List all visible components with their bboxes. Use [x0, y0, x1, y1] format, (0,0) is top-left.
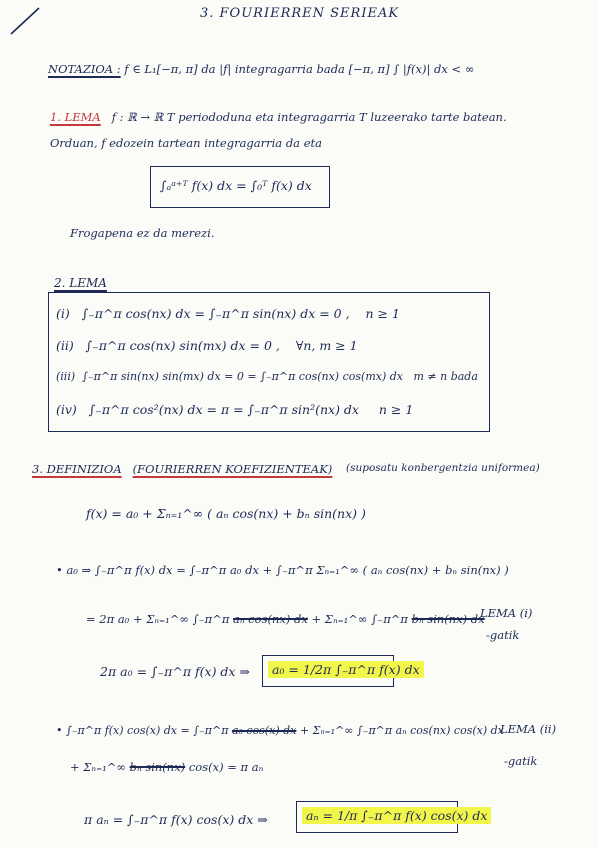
- a0-lema-ref-suffix: -gatik: [486, 628, 520, 642]
- lema2-item-cond: n ≥ 1: [378, 402, 414, 417]
- lema1-label: 1. LEMA: [50, 110, 101, 124]
- lema2-item-cond: n ≥ 1: [365, 306, 400, 321]
- a0-derivation-line1: • a₀ ⇒ ∫₋π^π f(x) dx = ∫₋π^π a₀ dx + ∫₋π^π Σₙ₌₁^∞ ( aₙ cos(nx) + bₙ sin(nx) ): [56, 563, 509, 577]
- def3-header: [32, 462, 332, 476]
- def3-note: (suposatu konbergentzia uniformea): [346, 462, 540, 474]
- lema1-formula: ∫ₐᵃ⁺ᵀ f(x) dx = ∫₀ᵀ f(x) dx: [160, 178, 312, 193]
- an-derivation-line2: [70, 760, 263, 774]
- lema1-line1: [50, 110, 507, 124]
- an-result-highlight: aₙ = 1/π ∫₋π^π f(x) cos(x) dx: [302, 807, 491, 824]
- lema2-item-num: (i): [56, 306, 70, 321]
- lema2-item-num: (ii): [56, 338, 74, 353]
- a0-line2-cancelled-1: aₙ cos(nx) dx: [233, 612, 308, 626]
- def3-sublabel: (FOURIERREN KOEFIZIENTEAK): [132, 462, 333, 476]
- lema2-item-1: [56, 306, 400, 321]
- a0-line2-cancelled-2: bₙ sin(nx) dx: [411, 612, 485, 626]
- a0-result: [268, 662, 424, 677]
- an-lema-ref: LEMA (ii): [500, 722, 557, 736]
- notation-line: [48, 62, 474, 76]
- a0-line2-start: = 2π a₀ + Σₙ₌₁^∞ ∫₋π^π: [86, 612, 230, 626]
- lema2-item-4: [56, 402, 413, 417]
- notation-label: NOTAZIOA :: [48, 62, 121, 76]
- an-lema-ref-suffix: -gatik: [504, 754, 538, 768]
- an-line1-start: • ∫₋π^π f(x) cos(x) dx = ∫₋π^π: [56, 724, 229, 737]
- pen-stroke-mark: [5, 4, 45, 38]
- a0-derivation-line3: 2π a₀ = ∫₋π^π f(x) dx ⇒: [100, 664, 250, 679]
- an-line1-cancelled: a₀ cos(x) dx: [231, 724, 297, 737]
- lema2-label: 2. LEMA: [54, 276, 107, 290]
- lema2-item-cond: ∀n, m ≥ 1: [295, 338, 358, 353]
- a0-derivation-line2: [86, 612, 485, 626]
- lema1-proof-note: Frogapena ez da merezi.: [70, 226, 215, 240]
- lema1-statement: f : ℝ → ℝ T periododuna eta integragarria T luzeerako tarte batean.: [111, 110, 507, 124]
- notation-text: f ∈ L₁[−π, π] da |f| integragarria bada [−π, π] ∫ |f(x)| dx < ∞: [124, 62, 475, 76]
- fourier-series: f(x) = a₀ + Σₙ₌₁^∞ ( aₙ cos(nx) + bₙ sin(nx) ): [86, 506, 366, 521]
- an-result: [302, 808, 491, 823]
- a0-lema-ref: LEMA (i): [480, 606, 533, 620]
- page-title: 3. FOURIERREN SERIEAK: [200, 6, 400, 21]
- lema2-item-cond: m ≠ n bada: [413, 370, 478, 383]
- lema2-item-2: [56, 338, 358, 353]
- an-line2-end: cos(x) = π aₙ: [188, 760, 264, 774]
- an-derivation-line3: π aₙ = ∫₋π^π f(x) cos(x) dx ⇒: [84, 812, 268, 827]
- an-line2-start: + Σₙ₌₁^∞: [70, 760, 126, 774]
- lema2-item-num: (iv): [56, 402, 77, 417]
- lema2-item-text: ∫₋π^π cos(nx) dx = ∫₋π^π sin(nx) dx = 0 ,: [81, 306, 350, 321]
- lema1-line2: Orduan, f edozein tartean integragarria da eta: [50, 136, 322, 150]
- def3-label: 3. DEFINIZIOA: [32, 462, 122, 476]
- lema2-item-text: ∫₋π^π cos²(nx) dx = π = ∫₋π^π sin²(nx) dx: [88, 402, 359, 417]
- lema2-title: [54, 276, 107, 290]
- an-line1-end: + Σₙ₌₁^∞ ∫₋π^π aₙ cos(nx) cos(x) dx: [299, 724, 504, 737]
- a0-line2-mid: + Σₙ₌₁^∞ ∫₋π^π: [311, 612, 408, 626]
- lema2-item-text: ∫₋π^π cos(nx) sin(mx) dx = 0 ,: [85, 338, 280, 353]
- lema2-item-3: [56, 370, 478, 383]
- an-line2-cancelled: bₙ sin(nx): [129, 760, 186, 774]
- lema2-item-num: (iii): [56, 370, 76, 383]
- lema2-item-text: ∫₋π^π sin(nx) sin(mx) dx = 0 = ∫₋π^π cos(nx) cos(mx) dx: [82, 370, 403, 383]
- an-derivation-line1: [56, 724, 504, 737]
- a0-result-highlight: a₀ = 1/2π ∫₋π^π f(x) dx: [268, 661, 424, 678]
